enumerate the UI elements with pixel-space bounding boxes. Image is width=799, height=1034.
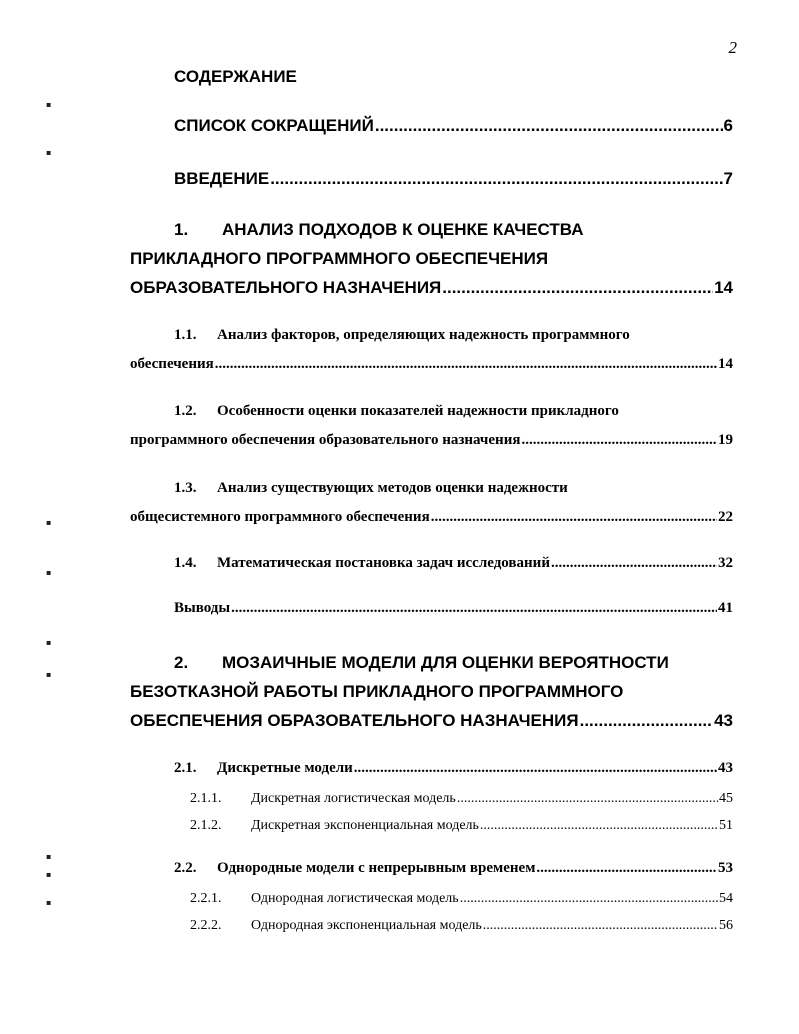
entry-title-line-3: ОБЕСПЕЧЕНИЯ ОБРАЗОВАТЕЛЬНОГО НАЗНАЧЕНИЯ bbox=[130, 711, 579, 730]
entry-page: 54 bbox=[719, 891, 733, 906]
toc-entry-section-2-1[interactable] bbox=[130, 754, 733, 783]
toc-entry-section-1-2[interactable] bbox=[130, 397, 733, 455]
toc-entry-section-2-2[interactable] bbox=[130, 854, 733, 883]
entry-page: 6 bbox=[723, 116, 733, 135]
entry-title-line-3: ОБРАЗОВАТЕЛЬНОГО НАЗНАЧЕНИЯ bbox=[130, 278, 442, 297]
entry-title: Дискретные модели bbox=[217, 760, 353, 776]
entry-page: 7 bbox=[723, 169, 733, 188]
entry-title-line-2: программного обеспечения образовательного назначения bbox=[130, 432, 521, 448]
toc-entry-introduction[interactable] bbox=[130, 164, 733, 193]
entry-page: 45 bbox=[719, 791, 733, 806]
entry-title: Однородные модели с непрерывным временем bbox=[217, 860, 536, 876]
entry-title: Однородная логистическая модель bbox=[251, 891, 459, 906]
entry-title-line-1: Анализ факторов, определяющих надежность программного bbox=[217, 327, 630, 343]
scan-speck: ▪ bbox=[46, 568, 52, 577]
dot-leader bbox=[270, 164, 722, 193]
toc-entry-section-1-1[interactable] bbox=[130, 321, 733, 379]
entry-page: 22 bbox=[718, 509, 733, 525]
toc-entry-chapter-2[interactable] bbox=[130, 648, 733, 735]
toc-entry-section-2-2-1[interactable] bbox=[130, 890, 733, 908]
entry-page: 19 bbox=[718, 432, 733, 448]
entry-title-line-1: Особенности оценки показателей надежности прикладного bbox=[217, 403, 619, 419]
scan-speck: ▪ bbox=[46, 870, 52, 879]
entry-page: 41 bbox=[718, 600, 733, 616]
entry-page: 56 bbox=[719, 918, 733, 933]
dot-leader bbox=[536, 854, 717, 883]
toc-entry-section-2-2-2[interactable] bbox=[130, 917, 733, 935]
scan-speck: ▪ bbox=[46, 100, 52, 109]
entry-page: 43 bbox=[714, 711, 733, 730]
dot-leader bbox=[215, 350, 717, 379]
scan-speck: ▪ bbox=[46, 638, 52, 647]
scan-speck: ▪ bbox=[46, 148, 52, 157]
entry-number: 2. bbox=[174, 653, 189, 672]
entry-title: Дискретная экспоненциальная модель bbox=[251, 818, 479, 833]
entry-number: 2.1. bbox=[174, 760, 197, 776]
dot-leader bbox=[551, 549, 717, 578]
entry-page: 32 bbox=[718, 555, 733, 571]
entry-title: ВВЕДЕНИЕ bbox=[174, 169, 270, 188]
entry-title: Математическая постановка задач исследований bbox=[217, 555, 550, 571]
entry-title-line-1: Анализ существующих методов оценки надежности bbox=[217, 480, 568, 496]
page-number: 2 bbox=[728, 38, 737, 57]
entry-title-line-2: БЕЗОТКАЗНОЙ РАБОТЫ ПРИКЛАДНОГО ПРОГРАММНОГО bbox=[130, 682, 624, 701]
entry-page: 43 bbox=[718, 760, 733, 776]
toc-entry-section-1-4[interactable] bbox=[130, 549, 733, 578]
dot-leader bbox=[460, 890, 718, 908]
entry-number: 2.2.2. bbox=[190, 918, 222, 933]
toc-heading: СОДЕРЖАНИЕ bbox=[174, 67, 297, 86]
scan-speck: ▪ bbox=[46, 518, 52, 527]
entry-title-line-1: АНАЛИЗ ПОДХОДОВ К ОЦЕНКЕ КАЧЕСТВА bbox=[222, 220, 584, 239]
dot-leader bbox=[480, 817, 718, 835]
entry-page: 51 bbox=[719, 818, 733, 833]
dot-leader bbox=[521, 426, 717, 455]
dot-leader bbox=[580, 706, 713, 735]
scan-speck: ▪ bbox=[46, 670, 52, 679]
entry-number: 2.1.1. bbox=[190, 791, 222, 806]
dot-leader bbox=[457, 790, 718, 808]
entry-title-line-2: общесистемного программного обеспечения bbox=[130, 509, 430, 525]
toc-entry-chapter-1[interactable] bbox=[130, 215, 733, 302]
entry-number: 1.2. bbox=[174, 403, 197, 419]
entry-title-line-2: обеспечения bbox=[130, 356, 214, 372]
dot-leader bbox=[354, 754, 717, 783]
scan-speck: ▪ bbox=[46, 852, 52, 861]
toc-entry-section-1-3[interactable] bbox=[130, 474, 733, 532]
toc-entry-section-2-1-1[interactable] bbox=[130, 790, 733, 808]
entry-title-line-1: МОЗАИЧНЫЕ МОДЕЛИ ДЛЯ ОЦЕНКИ ВЕРОЯТНОСТИ bbox=[222, 653, 669, 672]
toc-entry-abbreviations[interactable] bbox=[130, 111, 733, 140]
entry-title-line-2: ПРИКЛАДНОГО ПРОГРАММНОГО ОБЕСПЕЧЕНИЯ bbox=[130, 249, 549, 268]
dot-leader bbox=[231, 594, 717, 623]
scan-speck: ▪ bbox=[46, 898, 52, 907]
entry-page: 53 bbox=[718, 860, 733, 876]
entry-title: Однородная экспоненциальная модель bbox=[251, 918, 482, 933]
entry-page: 14 bbox=[714, 278, 733, 297]
entry-page: 14 bbox=[718, 356, 733, 372]
entry-number: 1. bbox=[174, 220, 189, 239]
toc-entry-section-2-1-2[interactable] bbox=[130, 817, 733, 835]
entry-title: Выводы bbox=[174, 600, 231, 616]
entry-title: Дискретная логистическая модель bbox=[251, 791, 456, 806]
entry-number: 2.2. bbox=[174, 860, 197, 876]
entry-number: 1.1. bbox=[174, 327, 197, 343]
dot-leader bbox=[431, 503, 717, 532]
dot-leader bbox=[442, 273, 713, 302]
dot-leader bbox=[483, 917, 718, 935]
toc-entry-conclusions[interactable] bbox=[130, 594, 733, 623]
entry-number: 2.1.2. bbox=[190, 818, 222, 833]
dot-leader bbox=[375, 111, 723, 140]
entry-number: 1.3. bbox=[174, 480, 197, 496]
entry-title: СПИСОК СОКРАЩЕНИЙ bbox=[174, 116, 374, 135]
entry-number: 1.4. bbox=[174, 555, 197, 571]
entry-number: 2.2.1. bbox=[190, 891, 222, 906]
